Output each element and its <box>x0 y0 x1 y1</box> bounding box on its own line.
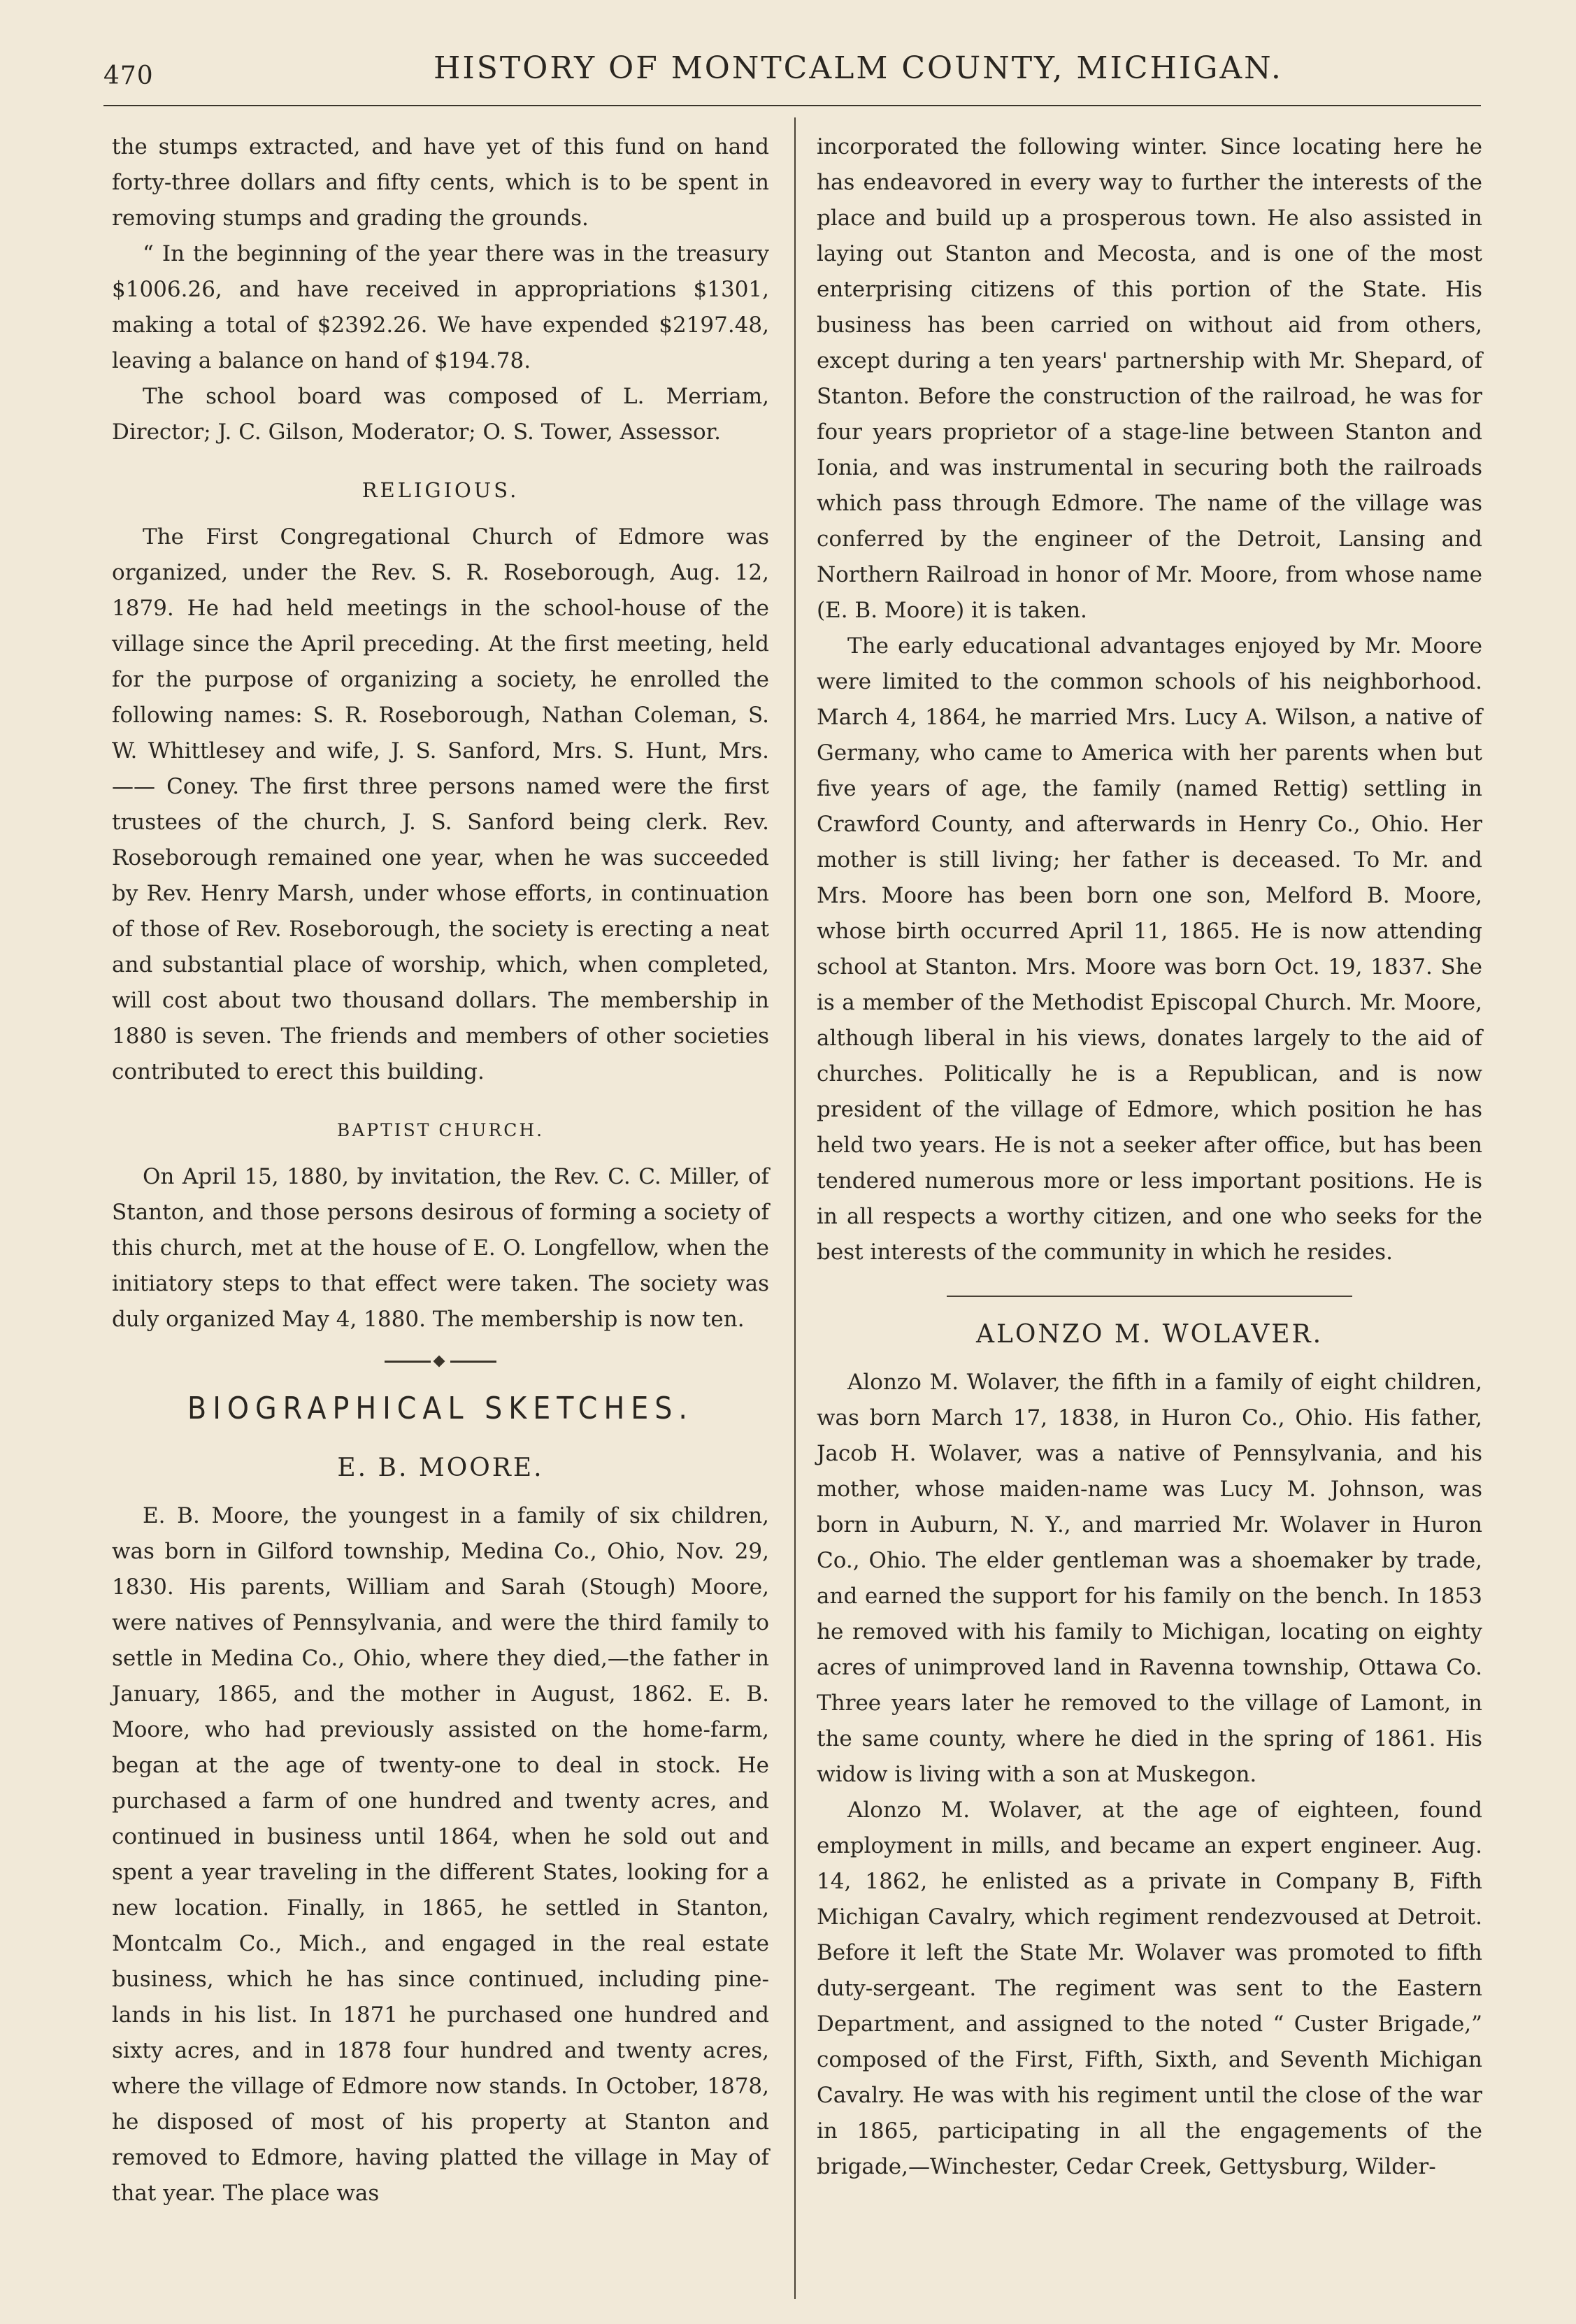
page-number: 470 <box>103 62 154 90</box>
column-divider <box>794 117 796 2299</box>
treasury-paragraph: “ In the beginning of the year there was in the treasury $1006.26, and have received in appropriations $1301, making a total of $2392.26. We have expended $2197.48, leaving a balance on hand of $194.78. <box>112 241 769 373</box>
baptist-church-paragraph: On April 15, 1880, by invitation, the Rev. C. C. Miller, of Stanton, and those persons desirous of forming a society of this church, met at the house of E. O. Longfellow, when the initiatory steps to that effect were taken. The society was duly organized May 4, 1880. The membership is now ten. <box>112 1164 769 1332</box>
wolaver-career-paragraph: Alonzo M. Wolaver, at the age of eighteen, found employment in mills, and became an expert engineer. Aug. 14, 1862, he enlisted as a private in Company B, Fifth Michigan Cavalry, which regiment rendezvoused at Detroit. Before it left the State Mr. Wolaver was promoted to fifth duty-sergeant. The regiment was sent to the Eastern Department, and assigned to the noted “ Custer Brigade,” composed of the First, Fifth, Sixth, and Seventh Michigan Cavalry. He was with his regiment until the close of the war in 1865, participating in all the engagements of the brigade,—Winchester, Cedar Creek, Gettysburg, Wilder- <box>817 1798 1482 2179</box>
right-column <box>817 129 1482 2185</box>
left-column <box>112 129 769 2211</box>
header-rule <box>103 105 1481 106</box>
congregational-church-paragraph: The First Congregational Church of Edmore was organized, under the Rev. S. R. Roseborough, Aug. 12, 1879. He had held meetings in the school-house of the village since the April preceding. At the first meeting, held for the purpose of organizing a society, he enrolled the following names: S. R. Roseborough, Nathan Coleman, S. W. Whittlesey and wife, J. S. Sanford, Mrs. S. Hunt, Mrs. —— Coney. The first three persons named were the first trustees of the church, J. S. Sanford being clerk. Rev. Roseborough remained one year, when he was succeeded by Rev. Henry Marsh, under whose efforts, in continuation of those of Rev. Roseborough, the society is erecting a neat and substantial place of worship, which, when completed, will cost about two thousand dollars. The membership in 1880 is seven. The friends and members of other societies contributed to erect this building. <box>112 524 769 1084</box>
religious-heading: RELIGIOUS. <box>361 478 520 502</box>
wolaver-heading: ALONZO M. WOLAVER. <box>975 1320 1324 1349</box>
wolaver-family-paragraph: Alonzo M. Wolaver, the fifth in a family of eight children, was born March 17, 1838, in Huron Co., Ohio. His father, Jacob H. Wolaver, was a native of Pennsylvania, and his mother, whose maiden-name was Lucy M. Johnson, was born in Auburn, N. Y., and married Mr. Wolaver in Huron Co., Ohio. The elder gentleman was a shoemaker by trade, and earned the support for his family on the bench. In 1853 he removed with his family to Michigan, locating on eighty acres of unimproved land in Ravenna township, Ottawa Co. Three years later he removed to the village of Lamont, in the same county, where he died in the spring of 1861. His widow is living with a son at Muskegon. <box>817 1370 1482 1787</box>
school-fund-paragraph: the stumps extracted, and have yet of this fund on hand forty-three dollars and fifty cents, which is to be spent in removing stumps and grading the grounds. <box>112 134 769 231</box>
section-rule <box>947 1296 1352 1297</box>
moore-education-paragraph: The early educational advantages enjoyed by Mr. Moore were limited to the common schools of his neighborhood. March 4, 1864, he married Mrs. Lucy A. Wilson, a native of Germany, who came to America with her parents when but five years of age, the family (named Rettig) settling in Crawford County, and afterwards in Henry Co., Ohio. Her mother is still living; her father is deceased. To Mr. and Mrs. Moore has been born one son, Melford B. Moore, whose birth occurred April 11, 1865. He is now attending school at Stanton. Mrs. Moore was born Oct. 19, 1837. She is a member of the Methodist Episcopal Church. Mr. Moore, although liberal in his views, donates largely to the aid of churches. Politically he is a Republican, and is now president of the village of Edmore, which position he has held two years. He is not a seeker after office, but has been tendered numerous more or less important positions. He is in all respects a worthy citizen, and one who seeks for the best interests of the community in which he resides. <box>817 633 1482 1265</box>
moore-biography-paragraph: E. B. Moore, the youngest in a family of six children, was born in Gilford township, Medina Co., Ohio, Nov. 29, 1830. His parents, William and Sarah (Stough) Moore, were natives of Pennsylvania, and were the third family to settle in Medina Co., Ohio, where they died,—the father in January, 1865, and the mother in August, 1862. E. B. Moore, who had previously assisted on the home-farm, began at the age of twenty-one to deal in stock. He purchased a farm of one hundred and twenty acres, and continued in business until 1864, when he sold out and spent a year traveling in the different States, looking for a new location. Finally, in 1865, he settled in Stanton, Montcalm Co., Mich., and engaged in the real estate business, which he has since continued, including pine-lands in his list. In 1871 he purchased one hundred and sixty acres, and in 1878 four hundred and twenty acres, where the village of Edmore now stands. In October, 1878, he disposed of most of his property at Stanton and removed to Edmore, having platted the village in May of that year. The place was <box>112 1503 769 2206</box>
baptist-church-heading: BAPTIST CHURCH. <box>336 1120 545 1140</box>
moore-heading: E. B. MOORE. <box>337 1454 544 1482</box>
running-title: HISTORY OF MONTCALM COUNTY, MICHIGAN. <box>434 50 1283 86</box>
moore-continuation-paragraph: incorporated the following winter. Since locating here he has endeavored in every way to further the interests of the place and build up a prosperous town. He also assisted in laying out Stanton and Mecosta, and is one of the most enterprising citizens of this portion of the State. His business has been carried on without aid from others, except during a ten years' partnership with Mr. Shepard, of Stanton. Before the construction of the railroad, he was for four years proprietor of a stage-line between Stanton and Ionia, and was instrumental in securing both the railroads which pass through Edmore. The name of the village was conferred by the engineer of the Detroit, Lansing and Northern Railroad in honor of Mr. Moore, from whose name (E. B. Moore) it is taken. <box>817 134 1482 623</box>
section-ornament <box>385 1356 496 1367</box>
biographical-sketches-heading: BIOGRAPHICAL SKETCHES. <box>187 1391 694 1426</box>
school-board-paragraph: The school board was composed of L. Merriam, Director; J. C. Gilson, Moderator; O. S. Tower, Assessor. <box>112 384 769 445</box>
